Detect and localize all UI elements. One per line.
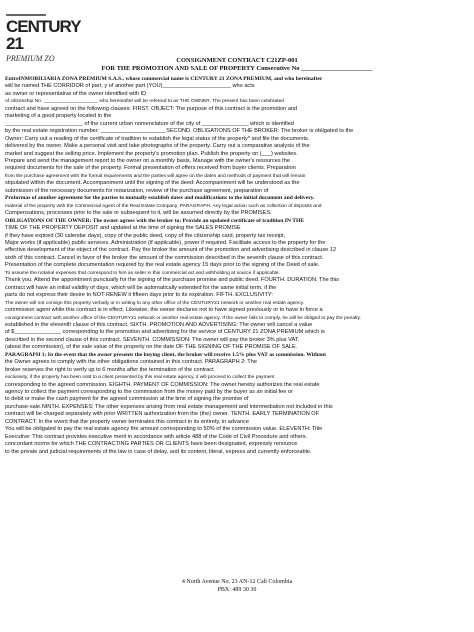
body-line: Thank you. Attend the appointment punctually for the signing of the purchase promise and public deed. FOURTH. DURATION: The this bbox=[5, 277, 339, 284]
body-line: Compensations, processes prior to the sale or subsequent to it, will be assumed directly by the PROMISES. bbox=[5, 210, 272, 217]
body-line: if they have expired (30 calendar days), copy of the public deed, copy of the citizenship card, property tax receipt, bbox=[5, 232, 286, 239]
body-line: Proformas of another agreement for the parties to mutually establish dates and modifications to the initial document and delivery. bbox=[5, 195, 315, 202]
body-line: of $_______________ corresponding to the promotion and advertising for the service of CENTURY 21 ZONA PREMIUM which is bbox=[5, 329, 325, 336]
body-line: Presentation of the complete documentation required by the real estate agency 15 days prior to the signing of the Deed of sale. bbox=[5, 262, 320, 269]
body-line: consignment contract with another office of the CENTURY21 network or another real estate agency. If the owner fails to comply, he will be obliged to pay the penalty. bbox=[5, 315, 361, 321]
body-line: parts do not express their desire to NOT RENEW it fifteen days prior to its expiration. FIFTH. EXCLUSIVITY: bbox=[5, 292, 273, 299]
body-line: broker reserves the right to verify up to 6 months after the termination of the contract bbox=[5, 366, 214, 373]
body-line: agency to collect the payment corresponding to the commission from the money paid by the buyer as an initial fee or bbox=[5, 389, 293, 396]
logo-subtitle: PREMIUM ZO bbox=[6, 54, 55, 63]
body-line: of citizenship No. ____________________ who hereinafter will be referred to as THE OWNER. The present has been celebrated bbox=[5, 99, 285, 105]
body-line: effective development of the object of the contract. Pay the broker the amount of the promotion and advertising described in clause 12 bbox=[5, 247, 337, 254]
contract-subtitle: FOR THE PROMOTION AND SALE OF PROPERTY Consecutive No ______________________ bbox=[101, 65, 373, 72]
logo-brand: CENTURY 21 bbox=[6, 17, 81, 53]
footer-address: 4 North Avenue No. 23 AN-12 Cali Colombia bbox=[181, 579, 293, 585]
body-line: The owner will not consign this property verbally or in writing to any other office of the CENTURY21 network or another real estate agency. bbox=[5, 300, 305, 306]
logo-rule bbox=[6, 14, 46, 16]
body-line: required documents for the sale of the property. Formal presentation of offers received from buyer clients. Preparation bbox=[5, 165, 296, 172]
body-line: as owner or representative of the owner identified with ID bbox=[5, 90, 147, 97]
body-line: _________________________ of the current urban nomenclature of the city of _______________ which is identified bbox=[5, 120, 294, 127]
body-line: will be named THE CORRIDOR of part, y of another part (YOU)______________________ who acts bbox=[5, 83, 255, 90]
body-line: contract and have agreed on the following clauses: FIRST. OBJECT: The purpose of this contract is the promotion and bbox=[5, 105, 298, 112]
body-line: to the private and judicial requirements of the law in case of delay, and its content, literal, express and currently enforceable. bbox=[5, 448, 312, 455]
body-line: TIME OF THE PROPERTY DEPOSIT and updated at the time of signing the SALES PROMISE bbox=[5, 225, 241, 232]
body-line: You will be obligated to pay the real estate agency the amount corresponding to 50% of the commission value. ELEVENTH: Title bbox=[5, 426, 323, 433]
contract-title: CONSIGNMENT CONTRACT C21ZP-001 bbox=[176, 57, 298, 64]
body-line: concordant norms for which THE CONTRACTING PARTIES OR CLIENTS have been designated, expressly renounce bbox=[5, 441, 298, 448]
footer-phone: PBX: 489 30 30 bbox=[217, 587, 257, 593]
body-line: described in the second clause of this contract. SEVENTH. COMMISSION: The owner will pay the broker 3% plus VAT. bbox=[5, 336, 300, 343]
body-line: contract will be charged separately with prior WRITTEN authorization from the (the) owner. TENTH. EARLY TERMINATION OF bbox=[5, 411, 320, 418]
body-line: Executive: This contract provides executive merit in accordance with article 488 of the Code of Civil Procedure and others. bbox=[5, 433, 308, 440]
contract-body bbox=[5, 76, 469, 456]
body-line: to debit or make the cash payment for the agreed commission at the time of signing the promise of bbox=[5, 396, 249, 403]
body-line: Owner: Carry out a reading of the certificate of tradition to establish the legal status of the property* and file the documents. bbox=[5, 135, 310, 142]
body-line: Prepare and send the management report to the owner on a monthly basis. Manage with the owner's resources the bbox=[5, 157, 290, 164]
body-line: the Owner agrees to comply with the other obligations contained in this contract. PARAGRAPH 2: The bbox=[5, 359, 257, 366]
body-line: stipulated within the document. Accompaniment until the signing of the deed: Accompaniment will be understood as the bbox=[5, 180, 300, 187]
body-line: commission agent while this contract is in effect. Likewise, the owner declares not to have signed previously or to have in force a bbox=[5, 307, 323, 314]
body-line: EntreINMOBILIARIA ZONA PREMIUM S.A.S., whose commercial name is CENTURY 21 ZONA PREMIUM, and who hereinafter bbox=[5, 76, 323, 82]
body-line: sixth of this contract. Cancel in favor of the broker the amount of the commission described in the seventh clause of this contract. bbox=[5, 254, 324, 261]
body-line: purchase-sale.NINTH. EXPENSES: The other expenses arising from real estate management and intermediation not included in this bbox=[5, 403, 333, 410]
body-line: established in the eleventh clause of this contract. SIXTH. PROMOTION AND ADVERTISING: The owner will cancel a value bbox=[5, 321, 313, 328]
body-line: CONTRACT: In the event that the property owner terminates this contract in its entirety, in advance bbox=[5, 418, 249, 425]
body-line: material of the property with the Commercial Agent of the Real Estate Company. PARAGRAPH. Any legal action such as collection of deposits and bbox=[5, 203, 322, 209]
body-line: (about the commission), of the sale value of the property on the date OF THE SIGNING OF THE PROMISE OF SALE. bbox=[5, 344, 298, 351]
body-line: exclusivity, if the property has been sold to a client presented by this real estate agency, it will proceed to collect the payment bbox=[5, 375, 275, 381]
body-line: by the real estate registration number: _____________________SECOND. OBLIGATIONS OF THE BROKER: The broker is obligated to the bbox=[5, 128, 354, 135]
body-line: market and suggest the selling price. Implement the property's promotion plan. Publish the property on (___) websites. bbox=[5, 150, 298, 157]
body-line: submission of the necessary documents for notarization, review of the purchase agreement, preparation of bbox=[5, 187, 269, 194]
body-line: Major works (if applicable) public services, Administration (if applicable), power if required. Facilitate access to the property for the bbox=[5, 239, 326, 246]
body-line: OBLIGATIONS OF THE OWNER: The owner agrees with the broker to: Provide an updated certificate of tradition IN THE bbox=[5, 217, 305, 224]
body-line: PARAGRAPH 1: In the event that the owner presents the buying client, the broker will receive 1.5% plus VAT as commission. Without bbox=[5, 351, 327, 358]
body-line: marketing of a good property located in the bbox=[5, 113, 112, 120]
body-line: contract will have an initial validity of days, which will be automatically extended for the same initial term, if the bbox=[5, 284, 277, 291]
body-line: corresponding to the agreed commission. EIGHTH. PAYMENT OF COMMISSION: The owner hereby authorizes the real estate bbox=[5, 381, 320, 388]
body-line: from the purchase agreement with the formal requirements and the parties will agree on the dates and methods of payment that will remain bbox=[5, 173, 306, 179]
body-line: To assume the notarial expenses that correspond to him as seller in this commercial act and withholding at source if applicable. bbox=[5, 270, 280, 276]
body-line: delivered by the owner. Make a personal visit and take photographs of the property. Carry out a comparative analysis of the bbox=[5, 143, 310, 150]
